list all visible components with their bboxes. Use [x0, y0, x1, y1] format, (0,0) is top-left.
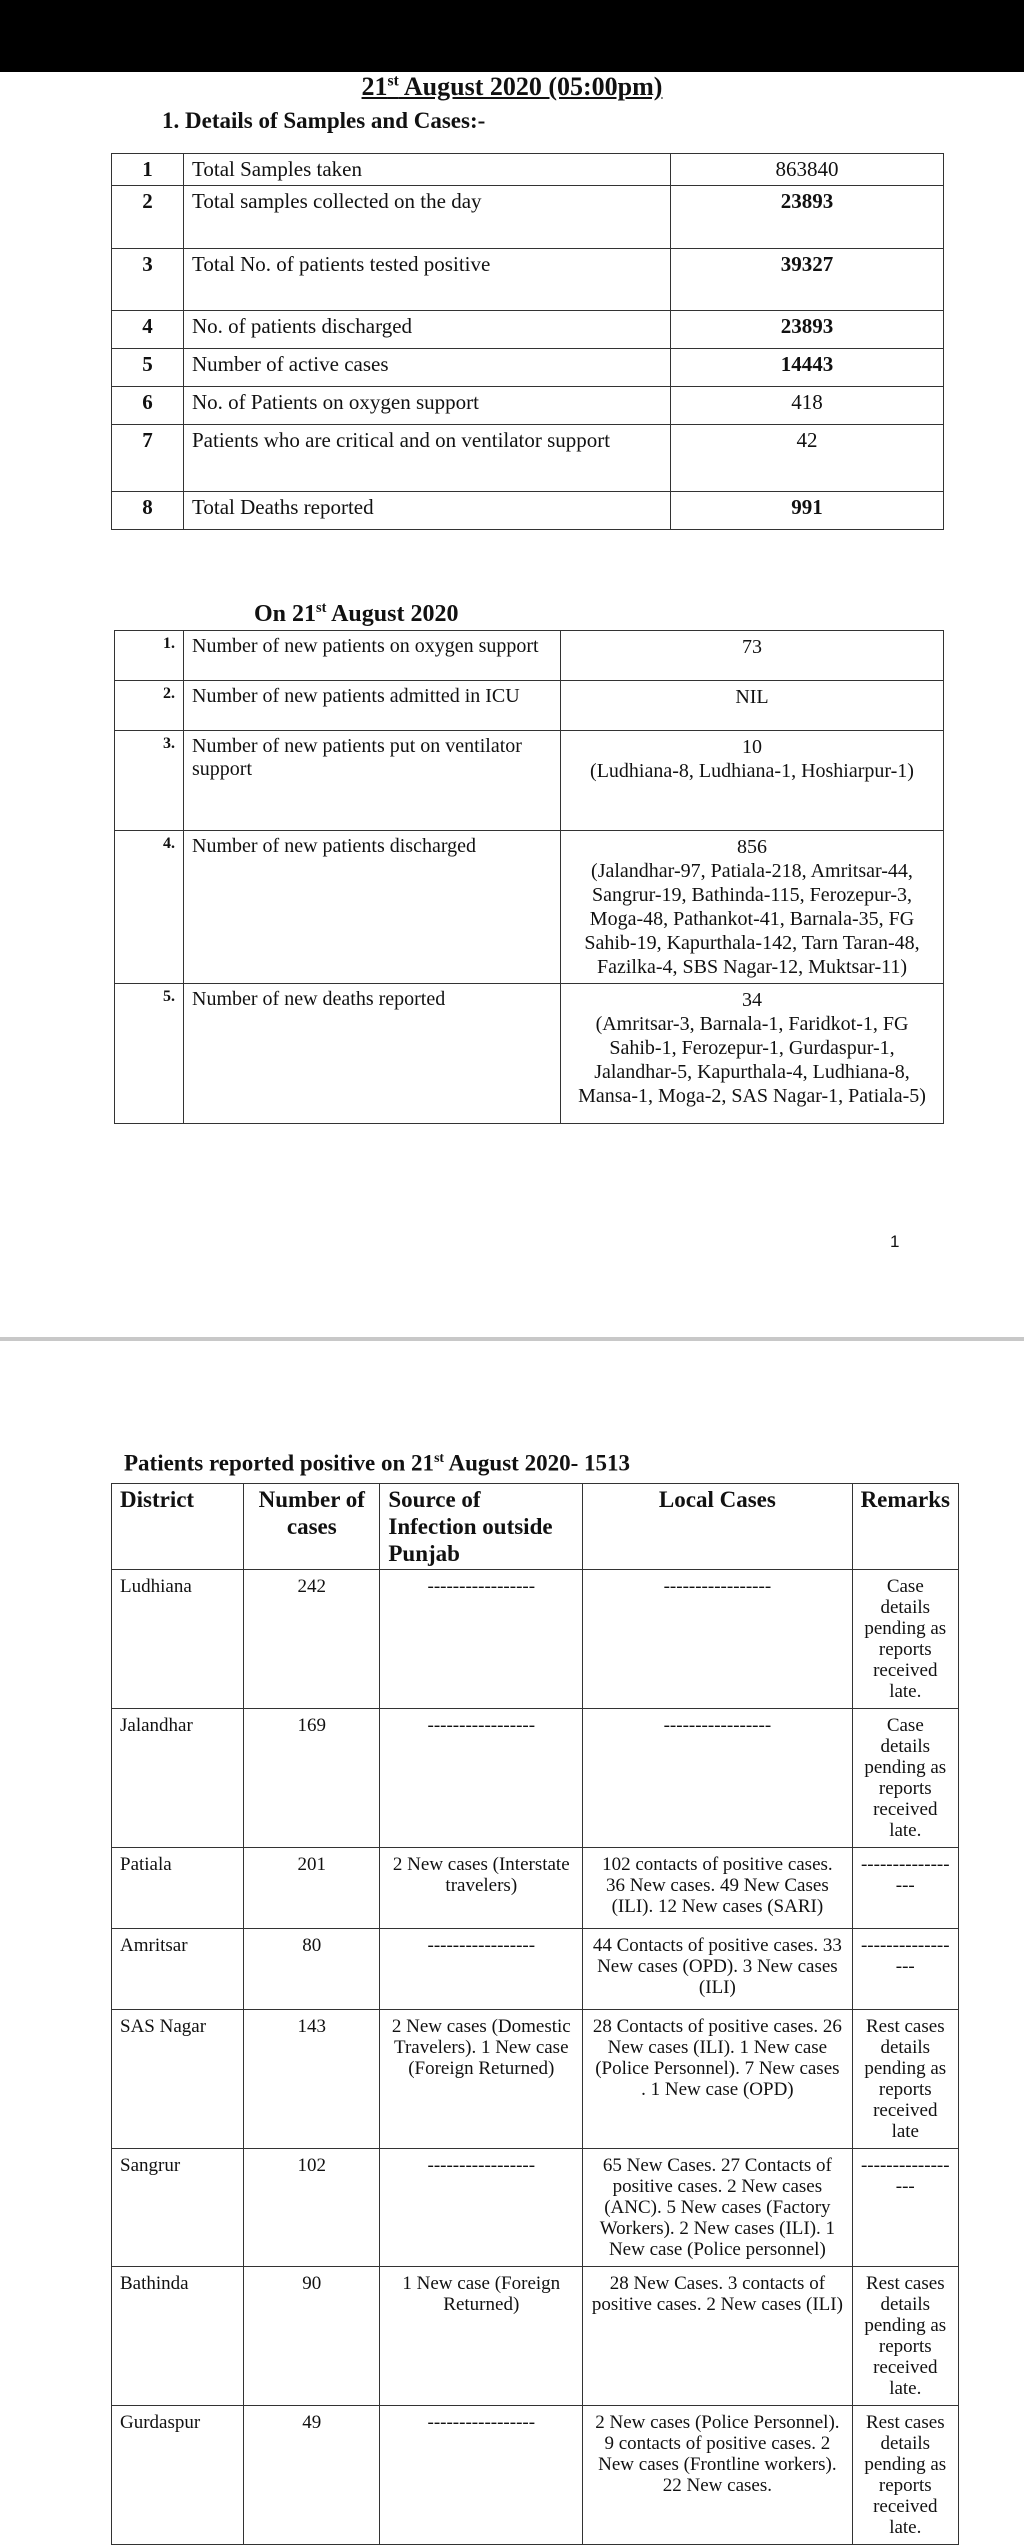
cell-local: -----------------: [583, 1709, 852, 1848]
row-label: Patients who are critical and on ventilator support: [184, 425, 671, 492]
section-3-title: Patients reported positive on 21st August 2020- 1513: [124, 1450, 630, 1476]
cell-local: 28 Contacts of positive cases. 26 New cases (ILI). 1 New case (Police Personnel). 7 New cases . 1 New case (OPD): [583, 2010, 852, 2149]
cell-number: 242: [244, 1570, 380, 1709]
row-label: Number of new deaths reported: [184, 984, 561, 1124]
header-district: District: [112, 1484, 244, 1570]
cell-number: 49: [244, 2406, 380, 2545]
row-label: No. of patients discharged: [184, 311, 671, 349]
row-value-cell: [561, 831, 944, 984]
row-label: Number of active cases: [184, 349, 671, 387]
cell-source: -----------------: [380, 2406, 583, 2545]
row-number: 7: [112, 425, 184, 492]
row-value: 23893: [671, 186, 944, 249]
row-value: 34: [742, 989, 762, 1011]
cell-local: -----------------: [583, 1570, 852, 1709]
row-label: Number of new patients discharged: [184, 831, 561, 984]
section-1-title: 1. Details of Samples and Cases:-: [162, 108, 486, 133]
table-row: [112, 2267, 959, 2406]
row-label: Number of new patients on oxygen support: [184, 631, 561, 681]
cell-number: 169: [244, 1709, 380, 1848]
row-number: 3.: [115, 731, 184, 831]
row-label: Number of new patients admitted in ICU: [184, 681, 561, 731]
row-value-cell: [561, 731, 944, 831]
row-detail: (Amritsar-3, Barnala-1, Faridkot-1, FG Sahib-1, Ferozepur-1, Gurdaspur-1, Jalandhar-5, Kapurthala-4, Ludhiana-8, Mansa-1, Moga-2, SAS Nagar-1, Patiala-5): [578, 1013, 926, 1107]
cell-district: Gurdaspur: [112, 2406, 244, 2545]
row-value-cell: [561, 631, 944, 681]
row-number: 3: [112, 249, 184, 311]
row-number: 5: [112, 349, 184, 387]
row-number: 1: [112, 154, 184, 186]
table-row: [112, 425, 944, 492]
page-number: 1: [890, 1232, 900, 1251]
table-row: [112, 2010, 959, 2149]
cell-source: -----------------: [380, 1709, 583, 1848]
cell-remarks: -----------------: [852, 2149, 958, 2267]
table-row: [112, 2406, 959, 2545]
table-row: [112, 1848, 959, 1929]
cell-local: 65 New Cases. 27 Contacts of positive cases. 2 New cases (ANC). 5 New cases (Factory Workers). 2 New cases (ILI). 1 New case (Police personnel): [583, 2149, 852, 2267]
row-number: 5.: [115, 984, 184, 1124]
header-source: Source of Infection outside Punjab: [380, 1484, 583, 1570]
table-row: [115, 831, 944, 984]
row-label: No. of Patients on oxygen support: [184, 387, 671, 425]
header-local: Local Cases: [583, 1484, 852, 1570]
row-value: 73: [742, 636, 762, 658]
row-label: Total samples collected on the day: [184, 186, 671, 249]
table-row: [112, 1709, 959, 1848]
row-label: Number of new patients put on ventilator support: [184, 731, 561, 831]
row-label: Total Samples taken: [184, 154, 671, 186]
table-row: [112, 249, 944, 311]
table-row: [112, 311, 944, 349]
cell-remarks: Rest cases details pending as reports received late: [852, 2010, 958, 2149]
table-row: [112, 492, 944, 530]
row-value-cell: [561, 681, 944, 731]
row-number: 8: [112, 492, 184, 530]
row-label: Total Deaths reported: [184, 492, 671, 530]
table-row: [115, 681, 944, 731]
table-row: [112, 1570, 959, 1709]
row-value: 10: [742, 736, 762, 758]
cell-remarks: -----------------: [852, 1848, 958, 1929]
cell-remarks: -----------------: [852, 1929, 958, 2010]
row-value: 39327: [671, 249, 944, 311]
top-black-bar: [0, 0, 1024, 72]
table-row: [112, 387, 944, 425]
table-row: [115, 984, 944, 1124]
cell-remarks: Rest cases details pending as reports received late.: [852, 2406, 958, 2545]
cell-source: 2 New cases (Domestic Travelers). 1 New case (Foreign Returned): [380, 2010, 583, 2149]
cell-remarks: Case details pending as reports received late.: [852, 1709, 958, 1848]
row-value: 418: [671, 387, 944, 425]
row-number: 2.: [115, 681, 184, 731]
cell-district: Jalandhar: [112, 1709, 244, 1848]
section-2-title: On 21st August 2020: [254, 600, 459, 627]
cell-district: Sangrur: [112, 2149, 244, 2267]
row-number: 4: [112, 311, 184, 349]
row-value: 14443: [671, 349, 944, 387]
cell-district: Bathinda: [112, 2267, 244, 2406]
cell-source: -----------------: [380, 1929, 583, 2010]
cell-district: Patiala: [112, 1848, 244, 1929]
table-row: [112, 2149, 959, 2267]
cell-number: 143: [244, 2010, 380, 2149]
row-detail: (Jalandhar-97, Patiala-218, Amritsar-44, Sangrur-19, Bathinda-115, Ferozepur-3, Moga-48, Pathankot-41, Barnala-35, FG Sahib-19, Kapurthala-142, Tarn Taran-48, Fazilka-4, SBS Nagar-12, Muktsar-11): [584, 860, 920, 978]
cell-number: 201: [244, 1848, 380, 1929]
table-row: [112, 349, 944, 387]
cell-source: 1 New case (Foreign Returned): [380, 2267, 583, 2406]
table-header-row: [112, 1484, 959, 1570]
cell-source: -----------------: [380, 2149, 583, 2267]
table-row: [115, 631, 944, 681]
report-date-heading: 21st August 2020 (05:00pm): [361, 72, 663, 101]
row-value-cell: [561, 984, 944, 1124]
cell-district: Ludhiana: [112, 1570, 244, 1709]
row-value: 863840: [671, 154, 944, 186]
cell-number: 80: [244, 1929, 380, 2010]
row-number: 1.: [115, 631, 184, 681]
page-divider: [0, 1337, 1024, 1341]
samples-cases-table: [111, 153, 944, 530]
cell-local: 28 New Cases. 3 contacts of positive cases. 2 New cases (ILI): [583, 2267, 852, 2406]
district-cases-table: [111, 1483, 959, 2545]
cell-number: 102: [244, 2149, 380, 2267]
cell-number: 90: [244, 2267, 380, 2406]
cell-source: 2 New cases (Interstate travelers): [380, 1848, 583, 1929]
row-number: 6: [112, 387, 184, 425]
cell-district: SAS Nagar: [112, 2010, 244, 2149]
row-value: 991: [671, 492, 944, 530]
daily-updates-table: [114, 630, 944, 1124]
cell-local: 2 New cases (Police Personnel). 9 contacts of positive cases. 2 New cases (Frontline workers). 22 New cases.: [583, 2406, 852, 2545]
row-value: 42: [671, 425, 944, 492]
table-row: [112, 1929, 959, 2010]
cell-local: 44 Contacts of positive cases. 33 New cases (OPD). 3 New cases (ILI): [583, 1929, 852, 2010]
header-remarks: Remarks: [852, 1484, 958, 1570]
row-label: Total No. of patients tested positive: [184, 249, 671, 311]
cell-remarks: Case details pending as reports received late.: [852, 1570, 958, 1709]
row-value: NIL: [735, 686, 769, 708]
row-number: 4.: [115, 831, 184, 984]
cell-district: Amritsar: [112, 1929, 244, 2010]
header-number: Number of cases: [244, 1484, 380, 1570]
row-value: 23893: [671, 311, 944, 349]
table-row: [112, 186, 944, 249]
cell-source: -----------------: [380, 1570, 583, 1709]
row-number: 2: [112, 186, 184, 249]
table-row: [112, 154, 944, 186]
row-value: 856: [737, 836, 767, 858]
cell-remarks: Rest cases details pending as reports received late.: [852, 2267, 958, 2406]
table-row: [115, 731, 944, 831]
cell-local: 102 contacts of positive cases. 36 New cases. 49 New Cases (ILI). 12 New cases (SARI): [583, 1848, 852, 1929]
row-detail: (Ludhiana-8, Ludhiana-1, Hoshiarpur-1): [590, 760, 914, 782]
